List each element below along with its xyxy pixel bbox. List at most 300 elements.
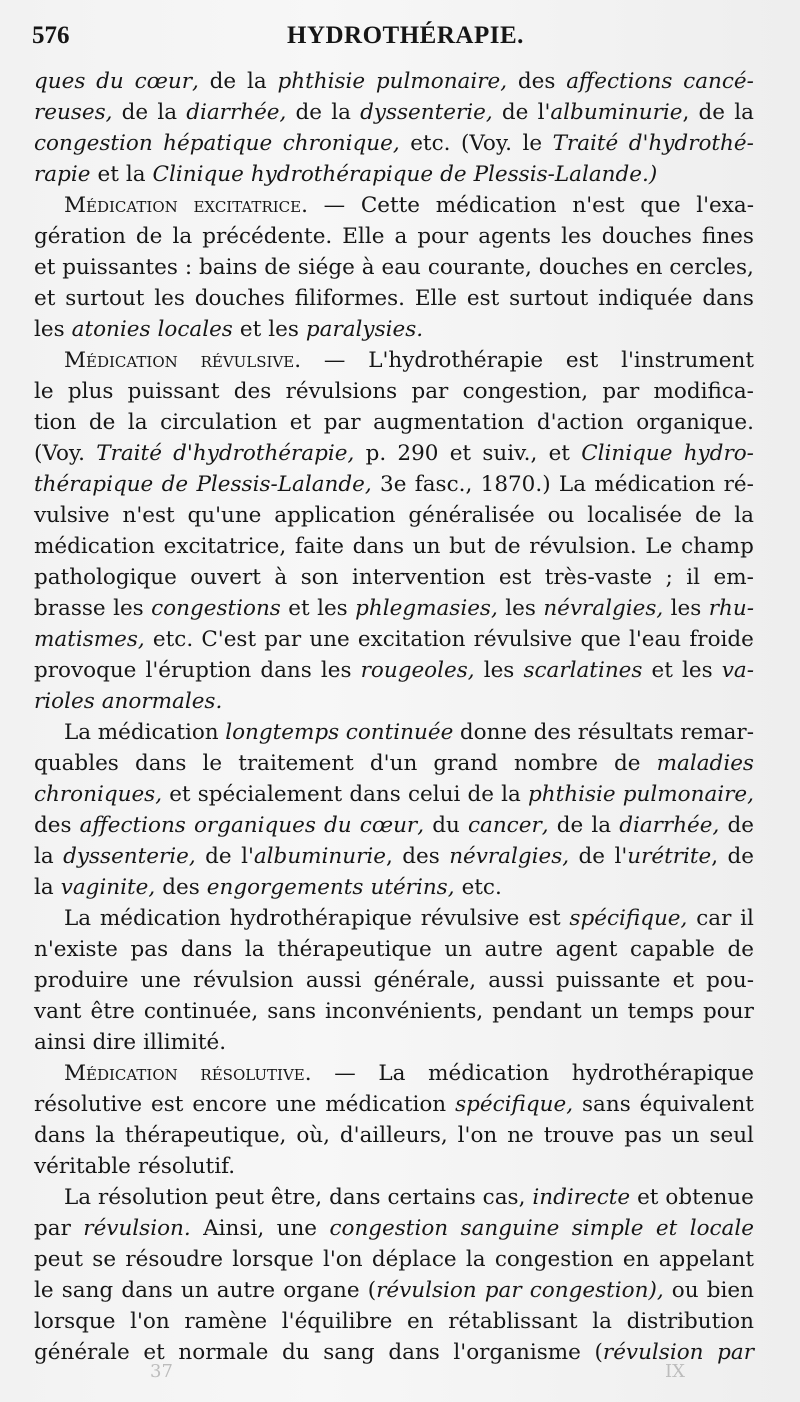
text-word: congestion bbox=[34, 131, 153, 156]
text-word: n'est bbox=[572, 193, 625, 218]
text-word: diarrhée, bbox=[186, 97, 286, 128]
text-word: phthisie bbox=[528, 782, 616, 807]
text-word: anormales. bbox=[102, 686, 223, 717]
text-word: . bbox=[416, 317, 424, 342]
text-word: révulsive. bbox=[200, 348, 302, 373]
text-word: pulmonaire, bbox=[376, 66, 507, 97]
text-word: la bbox=[157, 100, 178, 125]
text-word: Clinique bbox=[581, 441, 673, 466]
text-word: l'instrument bbox=[621, 348, 754, 373]
text-word: où, bbox=[296, 1123, 330, 1148]
text-word: localisée bbox=[587, 503, 683, 528]
text-word: l'urétrite, bbox=[614, 841, 718, 872]
text-word: continuée, bbox=[143, 999, 259, 1024]
text-word: par bbox=[484, 1278, 522, 1303]
text-word: médication bbox=[97, 720, 219, 745]
text-word: application bbox=[274, 503, 396, 528]
text-word: nombre bbox=[513, 751, 598, 776]
text-word: locale bbox=[689, 1216, 754, 1241]
text-word: et bbox=[34, 255, 56, 280]
text-word: Traité bbox=[552, 131, 619, 156]
text-line bbox=[34, 779, 754, 810]
text-word: la bbox=[127, 410, 148, 435]
text-word: par bbox=[717, 1340, 754, 1365]
text-word: phthisie bbox=[277, 69, 366, 94]
text-word: courante, bbox=[427, 255, 532, 280]
text-word: le bbox=[34, 379, 54, 404]
text-word: par bbox=[323, 410, 361, 435]
text-word: rétablissant bbox=[448, 1309, 578, 1334]
text-word: plus bbox=[67, 379, 114, 404]
text-word: L'hydrothérapie bbox=[368, 348, 544, 373]
text-word: et bbox=[548, 441, 570, 466]
text-word: aussi bbox=[488, 968, 544, 993]
text-word: une bbox=[276, 1216, 318, 1241]
text-word: , bbox=[279, 100, 287, 125]
text-word: ; bbox=[665, 565, 673, 590]
text-word: médication bbox=[99, 906, 221, 931]
text-word: , bbox=[566, 1092, 574, 1117]
text-line bbox=[34, 531, 754, 562]
text-line bbox=[34, 221, 754, 252]
text-word: des bbox=[34, 813, 72, 838]
text-word: tion bbox=[34, 410, 77, 435]
text-word: continuée bbox=[345, 720, 454, 745]
text-word: les bbox=[682, 658, 713, 683]
text-word: utérins, bbox=[370, 872, 454, 903]
text-word: d'action bbox=[536, 410, 624, 435]
text-word: sanguine bbox=[460, 1216, 560, 1241]
text-word: dyssenterie, bbox=[63, 841, 196, 872]
text-word: , bbox=[541, 813, 549, 838]
text-line bbox=[34, 903, 754, 934]
running-head: HYDROTHÉRAPIE. bbox=[287, 22, 524, 49]
text-word: Le bbox=[645, 534, 673, 559]
text-word: de bbox=[727, 937, 754, 962]
text-word: brasse bbox=[34, 596, 106, 621]
text-word: La bbox=[64, 720, 92, 745]
text-word: quables bbox=[34, 751, 119, 776]
text-word: sans bbox=[267, 999, 316, 1024]
text-word: l'on bbox=[457, 1123, 498, 1148]
text-word: Plessis-Lalande, bbox=[196, 469, 371, 500]
text-word: dans bbox=[352, 534, 405, 559]
text-word: et bbox=[289, 410, 312, 435]
text-word: etc. bbox=[461, 875, 502, 900]
text-word: la bbox=[246, 69, 267, 94]
text-word: l'éruption bbox=[145, 658, 252, 683]
text-word: La bbox=[378, 1061, 406, 1086]
text-word: thérapeutique, bbox=[125, 1123, 287, 1148]
text-line bbox=[34, 190, 754, 221]
text-word: (révulsion bbox=[368, 1275, 477, 1306]
text-word: illimité. bbox=[143, 1030, 227, 1055]
text-word: organe bbox=[283, 1278, 360, 1303]
text-word: dans bbox=[121, 1278, 173, 1303]
text-word: La bbox=[64, 1185, 92, 1210]
text-word: gération bbox=[34, 224, 126, 249]
text-word: — bbox=[323, 193, 346, 218]
text-word: pulmonaire, bbox=[623, 779, 754, 810]
text-word: médication bbox=[435, 193, 557, 218]
text-line bbox=[34, 655, 754, 686]
text-line bbox=[34, 97, 754, 128]
text-word: à bbox=[361, 255, 375, 280]
text-word: vant bbox=[34, 999, 82, 1024]
text-word: de bbox=[727, 844, 754, 869]
text-word: les bbox=[561, 224, 592, 249]
text-word: être bbox=[90, 999, 135, 1024]
text-word: bains bbox=[199, 255, 258, 280]
text-word: n'est bbox=[122, 503, 175, 528]
text-word: pendant bbox=[492, 999, 582, 1024]
text-word: des bbox=[517, 69, 556, 94]
text-word: la bbox=[34, 844, 54, 869]
text-word: générale bbox=[34, 1340, 130, 1365]
text-word: être, bbox=[270, 1185, 323, 1210]
text-word: ou bbox=[671, 1278, 699, 1303]
text-word: et bbox=[637, 1185, 659, 1210]
text-word: de bbox=[698, 100, 726, 125]
text-word: de bbox=[578, 844, 606, 869]
text-word: congestion), bbox=[530, 1275, 664, 1306]
text-word: longtemps bbox=[225, 720, 340, 745]
text-word: est bbox=[151, 1092, 184, 1117]
text-word: très-vaste bbox=[544, 565, 653, 590]
text-word: du bbox=[324, 813, 352, 838]
text-word: puissantes bbox=[62, 255, 178, 280]
text-word: n'existe bbox=[34, 937, 118, 962]
text-word: — bbox=[334, 1061, 356, 1086]
text-word: révulsion bbox=[376, 1278, 477, 1303]
text-word: , bbox=[562, 844, 570, 869]
text-word: va- bbox=[721, 658, 754, 683]
text-word: et bbox=[34, 286, 56, 311]
text-word: un bbox=[671, 1123, 700, 1148]
text-line bbox=[34, 128, 754, 159]
text-word: , bbox=[485, 100, 493, 125]
text-word: maladies bbox=[656, 751, 754, 776]
text-line bbox=[34, 686, 754, 717]
text-word: augmentation bbox=[373, 410, 525, 435]
text-line bbox=[34, 314, 754, 345]
text-word: 3e bbox=[380, 472, 407, 497]
text-word: engorgements bbox=[206, 875, 364, 900]
text-word: les bbox=[320, 658, 352, 683]
text-word: des bbox=[402, 844, 440, 869]
text-word: l'exa- bbox=[696, 193, 754, 218]
text-word: l'on bbox=[130, 1309, 170, 1334]
text-word: médication bbox=[594, 472, 716, 497]
text-word: pour bbox=[703, 999, 754, 1024]
text-line bbox=[34, 469, 754, 500]
text-line bbox=[34, 376, 754, 407]
text-word: révulsion. bbox=[529, 534, 637, 559]
text-word: , bbox=[105, 100, 113, 125]
text-word: affections bbox=[79, 813, 186, 838]
text-word: , bbox=[467, 658, 475, 683]
signature-mark-right: IX bbox=[665, 1361, 685, 1382]
text-word: en bbox=[406, 1309, 434, 1334]
text-word: circulation bbox=[160, 410, 278, 435]
text-word: de bbox=[264, 255, 291, 280]
text-line bbox=[34, 841, 754, 872]
text-word: la bbox=[734, 503, 754, 528]
text-word: spécifique, bbox=[455, 1089, 573, 1120]
text-word: filiformes. bbox=[294, 286, 406, 311]
signature-mark-left: 37 bbox=[150, 1361, 173, 1382]
text-word: son bbox=[300, 565, 339, 590]
text-word: Médication bbox=[64, 193, 178, 218]
text-word: d'un bbox=[369, 751, 418, 776]
text-line bbox=[34, 66, 754, 97]
text-word: ou bbox=[547, 503, 575, 528]
text-word: en bbox=[622, 1247, 650, 1272]
text-word: thérapeutique bbox=[277, 937, 432, 962]
text-word: suiv., bbox=[482, 441, 538, 466]
text-word: à bbox=[274, 565, 288, 590]
text-word: généralisée bbox=[408, 503, 535, 528]
text-word: agents bbox=[478, 224, 552, 249]
text-word: congestion, bbox=[462, 379, 589, 404]
text-word: par bbox=[34, 1216, 71, 1241]
text-line bbox=[34, 810, 754, 841]
text-word: thérapique bbox=[34, 472, 154, 497]
text-word: de bbox=[694, 503, 722, 528]
text-word: ), bbox=[648, 1278, 664, 1303]
text-word: , bbox=[188, 844, 196, 869]
text-word: médication bbox=[325, 1092, 447, 1117]
text-word: pour bbox=[417, 224, 469, 249]
text-word: révulsions bbox=[285, 379, 398, 404]
text-word: (révulsion bbox=[595, 1337, 704, 1368]
text-word: de bbox=[467, 782, 494, 807]
text-word: congestion bbox=[494, 1247, 614, 1272]
text-word: pas bbox=[624, 1123, 662, 1148]
text-word: , bbox=[364, 472, 372, 497]
text-word: champ bbox=[681, 534, 754, 559]
text-word: et bbox=[449, 441, 472, 466]
text-word: de bbox=[135, 224, 163, 249]
text-word: La bbox=[64, 906, 92, 931]
text-word: intervention bbox=[352, 565, 486, 590]
text-word: , bbox=[148, 875, 156, 900]
text-word: cancé- bbox=[683, 69, 754, 94]
text-word: albuminurie bbox=[253, 844, 386, 869]
text-word: temps bbox=[627, 999, 695, 1024]
text-word: peut bbox=[215, 1185, 264, 1210]
text-word: véritable bbox=[34, 1154, 131, 1179]
text-word: l'eau bbox=[628, 627, 682, 652]
text-word: , bbox=[490, 596, 498, 621]
text-word: révulsive bbox=[473, 627, 573, 652]
text-word: est bbox=[528, 906, 561, 931]
text-word: — bbox=[323, 348, 346, 373]
text-word: . bbox=[215, 689, 223, 714]
text-word: locales bbox=[157, 317, 233, 342]
text-word: p. bbox=[365, 441, 387, 466]
text-word: congestion bbox=[329, 1216, 449, 1241]
text-line bbox=[34, 500, 754, 531]
text-word: 1870.) bbox=[480, 472, 551, 497]
text-word: reuses, bbox=[34, 97, 112, 128]
text-word: distribution bbox=[626, 1309, 754, 1334]
text-word: de bbox=[494, 534, 521, 559]
text-word: est bbox=[466, 286, 500, 311]
text-word: produire bbox=[34, 968, 129, 993]
text-word: par bbox=[411, 379, 449, 404]
text-word: peut bbox=[34, 1247, 83, 1272]
text-word: grand bbox=[433, 751, 498, 776]
text-word: donne bbox=[459, 720, 528, 745]
text-word: de bbox=[556, 813, 584, 838]
text-word: dans bbox=[260, 658, 312, 683]
text-word: un bbox=[180, 1278, 209, 1303]
text-word: traitement bbox=[238, 751, 354, 776]
text-word: résolutive bbox=[34, 1092, 143, 1117]
text-word: une bbox=[140, 968, 182, 993]
text-line bbox=[34, 1089, 754, 1120]
text-word: , bbox=[447, 875, 455, 900]
text-word: névralgies, bbox=[543, 593, 663, 624]
text-line bbox=[34, 965, 754, 996]
text-word: scarlatines bbox=[523, 658, 643, 683]
text-word: la bbox=[465, 1247, 486, 1272]
text-word: rhu- bbox=[708, 596, 754, 621]
text-word: pou- bbox=[706, 968, 754, 993]
text-word: dans bbox=[388, 1340, 440, 1365]
text-line bbox=[34, 748, 754, 779]
text-word: excitation bbox=[357, 627, 466, 652]
text-line bbox=[34, 624, 754, 655]
text-word: la bbox=[34, 875, 54, 900]
text-line bbox=[34, 159, 754, 190]
text-word: la bbox=[172, 224, 193, 249]
text-word: dire bbox=[92, 1030, 137, 1055]
text-word: que bbox=[640, 193, 681, 218]
page-header bbox=[32, 14, 760, 54]
text-word: lorsque bbox=[232, 1247, 314, 1272]
text-word: Clinique bbox=[152, 162, 244, 187]
text-word: équivalent bbox=[639, 1092, 754, 1117]
text-word: ne bbox=[507, 1123, 534, 1148]
text-word: en bbox=[635, 255, 663, 280]
text-word: révulsive bbox=[420, 906, 520, 931]
text-word: hydrothérapique bbox=[250, 162, 434, 187]
text-word: Médication bbox=[64, 1061, 178, 1086]
text-line bbox=[34, 717, 754, 748]
text-word: générale, bbox=[373, 968, 477, 993]
text-word: puissant bbox=[127, 379, 220, 404]
text-word: dans bbox=[34, 1123, 86, 1148]
text-word: obtenue bbox=[665, 1185, 754, 1210]
text-word: l'on bbox=[323, 1247, 363, 1272]
text-word: trouve bbox=[543, 1123, 615, 1148]
text-line bbox=[34, 1027, 754, 1058]
text-word: , bbox=[155, 782, 163, 807]
text-word: l'organisme bbox=[453, 1340, 581, 1365]
text-word: affections bbox=[566, 69, 673, 94]
text-word: diarrhée, bbox=[619, 810, 719, 841]
text-word: hépatique bbox=[163, 131, 273, 156]
text-word: simple bbox=[571, 1216, 644, 1241]
text-word: la bbox=[244, 937, 265, 962]
text-word: et bbox=[651, 658, 673, 683]
text-line bbox=[34, 593, 754, 624]
text-word: se bbox=[92, 1247, 117, 1272]
text-word: résultats bbox=[577, 720, 674, 745]
text-word: dans bbox=[180, 937, 233, 962]
text-word: de bbox=[727, 813, 754, 838]
text-word: dans bbox=[134, 751, 187, 776]
text-word: etc. bbox=[152, 627, 194, 652]
text-word: douches bbox=[538, 255, 629, 280]
text-word: seul bbox=[709, 1123, 754, 1148]
text-word: , bbox=[500, 69, 508, 94]
text-word: vulsive bbox=[34, 503, 110, 528]
text-word: les bbox=[505, 596, 536, 621]
text-line bbox=[34, 438, 754, 469]
text-word: Cette bbox=[360, 193, 421, 218]
text-line bbox=[34, 934, 754, 965]
text-word: des bbox=[162, 875, 200, 900]
text-word: la bbox=[501, 782, 521, 807]
text-word: le bbox=[34, 1278, 54, 1303]
text-word: surtout bbox=[509, 286, 589, 311]
text-word: médication bbox=[34, 534, 155, 559]
text-word: ouvert bbox=[190, 565, 261, 590]
text-word: spécialement bbox=[197, 782, 343, 807]
text-word: 290 bbox=[397, 441, 439, 466]
text-word: les bbox=[268, 317, 299, 342]
text-word: a bbox=[394, 224, 408, 249]
text-word: fasc., bbox=[414, 472, 473, 497]
text-word: de bbox=[614, 751, 641, 776]
text-word: d'hydrothérapie, bbox=[173, 438, 354, 469]
text-word: vaginite, bbox=[61, 872, 156, 903]
text-word: révulsion bbox=[193, 968, 294, 993]
text-word: Elle bbox=[414, 286, 458, 311]
text-word: dyssenterie, bbox=[360, 97, 493, 128]
text-word: froide bbox=[689, 627, 754, 652]
text-word: de bbox=[205, 844, 232, 869]
text-word: , bbox=[417, 813, 425, 838]
text-word: les bbox=[113, 596, 144, 621]
text-word: précédente. bbox=[202, 224, 333, 249]
text-line bbox=[34, 1275, 754, 1306]
text-word: pas bbox=[130, 937, 169, 962]
text-word: résoudre bbox=[125, 1247, 223, 1272]
text-word: résolutive. bbox=[200, 1061, 312, 1086]
text-word: la bbox=[125, 162, 146, 187]
text-word: sans bbox=[582, 1092, 631, 1117]
text-word: hydrothérapique bbox=[571, 1061, 754, 1086]
text-word: but bbox=[449, 534, 486, 559]
text-word: matismes, bbox=[34, 624, 145, 655]
text-word: et bbox=[655, 1216, 678, 1241]
text-word: , bbox=[137, 627, 145, 652]
text-word: résolutif. bbox=[137, 1154, 236, 1179]
text-word: car bbox=[696, 906, 732, 931]
text-word: Plessis-Lalande.) bbox=[474, 159, 658, 190]
text-word: cercles, bbox=[669, 255, 754, 280]
text-word: La bbox=[558, 472, 587, 497]
text-word: fines bbox=[701, 224, 754, 249]
text-word: ré- bbox=[723, 472, 754, 497]
text-word: , bbox=[747, 782, 754, 807]
text-word: Médication bbox=[64, 348, 178, 373]
text-word: puissante bbox=[555, 968, 661, 993]
